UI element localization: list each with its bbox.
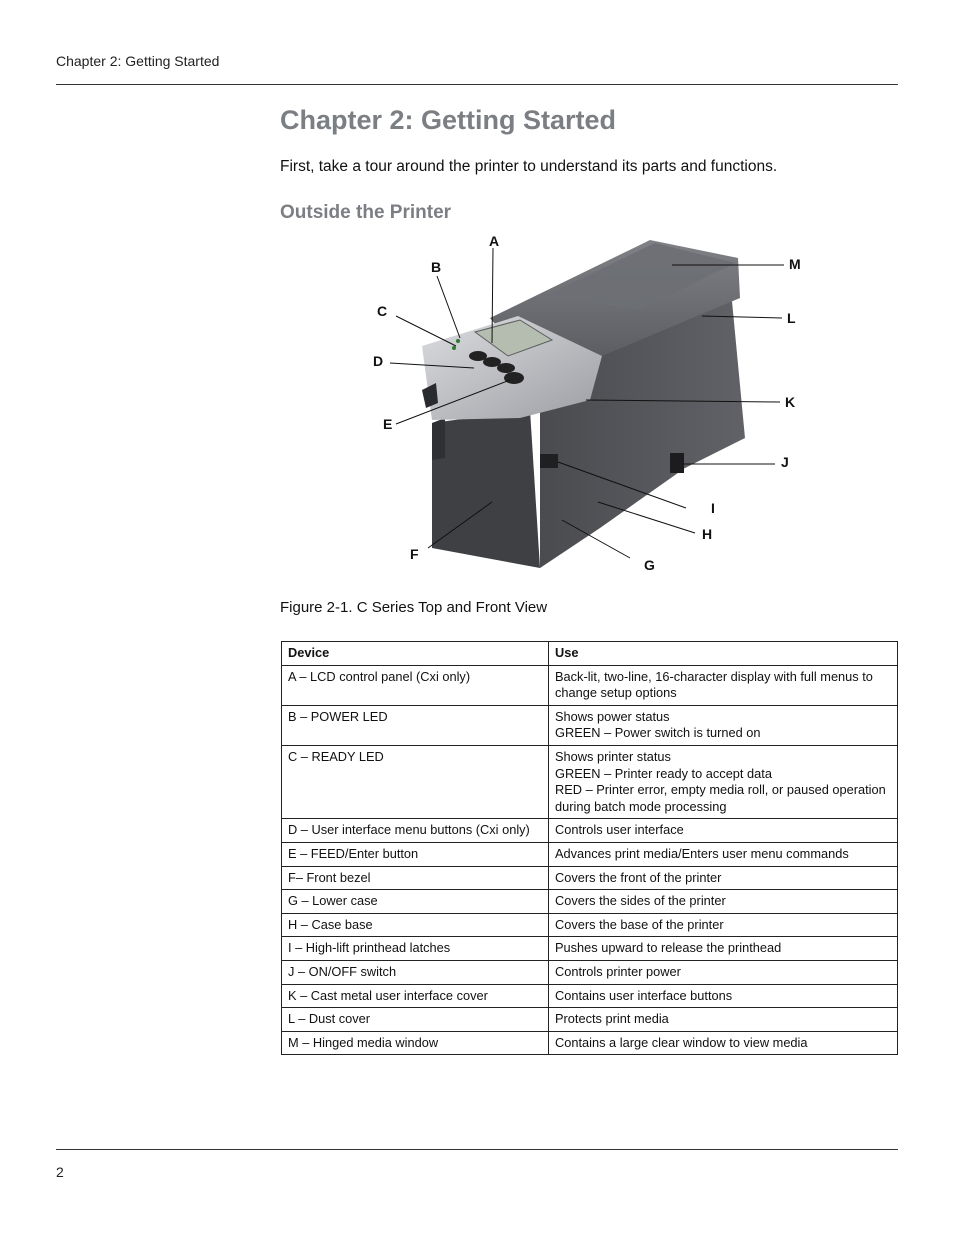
use-line: Controls user interface	[555, 822, 684, 838]
use-cell	[549, 665, 898, 705]
callout-b: B	[431, 259, 442, 275]
column-header-device: Device	[282, 642, 549, 666]
callout-g: G	[644, 557, 655, 573]
device-cell: B – POWER LED	[282, 705, 549, 745]
use-line: Protects print media	[555, 1011, 669, 1027]
use-cell	[549, 866, 898, 890]
device-cell: I – High-lift printhead latches	[282, 937, 549, 961]
table-header-row	[282, 642, 898, 666]
callout-m: M	[789, 256, 801, 272]
device-cell: G – Lower case	[282, 890, 549, 914]
use-line: Shows printer status	[555, 748, 671, 764]
use-cell	[549, 913, 898, 937]
intro-paragraph: First, take a tour around the printer to understand its parts and functions.	[280, 158, 778, 175]
table-row	[282, 1008, 898, 1032]
use-line: GREEN – Printer ready to accept data	[555, 765, 772, 781]
menu-button-icon	[497, 363, 515, 373]
table-row	[282, 866, 898, 890]
device-cell: M – Hinged media window	[282, 1031, 549, 1055]
use-cell	[549, 1008, 898, 1032]
device-table	[281, 641, 898, 1055]
use-cell	[549, 842, 898, 866]
device-cell: J – ON/OFF switch	[282, 960, 549, 984]
callout-i: I	[711, 500, 715, 516]
figure-caption: Figure 2-1. C Series Top and Front View	[280, 599, 548, 616]
use-line: Pushes upward to release the printhead	[555, 940, 782, 956]
printer-illustration	[340, 228, 820, 588]
column-header-use: Use	[549, 642, 898, 666]
device-cell: C – READY LED	[282, 745, 549, 818]
use-line: Back-lit, two-line, 16-character display with full menus to change setup options	[555, 668, 873, 701]
callout-h: H	[702, 526, 713, 542]
use-line: Contains a large clear window to view media	[555, 1034, 808, 1050]
table-body	[282, 665, 898, 1055]
use-line: GREEN – Power switch is turned on	[555, 725, 761, 741]
table-row	[282, 984, 898, 1008]
device-cell: D – User interface menu buttons (Cxi only)	[282, 819, 549, 843]
power-switch-icon	[670, 453, 684, 473]
callout-j: J	[781, 454, 789, 470]
callout-a: A	[489, 233, 500, 249]
device-cell: A – LCD control panel (Cxi only)	[282, 665, 549, 705]
callout-f: F	[410, 546, 419, 562]
table-row	[282, 705, 898, 745]
running-header: Chapter 2: Getting Started	[56, 53, 220, 69]
table-row	[282, 665, 898, 705]
use-line: Covers the front of the printer	[555, 869, 722, 885]
callout-e: E	[383, 416, 393, 432]
power-led-icon	[456, 339, 460, 343]
use-line: RED – Printer error, empty media roll, or paused operation during batch mode processing	[555, 782, 886, 814]
table-row	[282, 819, 898, 843]
table-row	[282, 890, 898, 914]
front-slot	[432, 418, 445, 460]
section-title: Outside the Printer	[280, 202, 452, 223]
callout-k: K	[785, 394, 796, 410]
use-line: Contains user interface buttons	[555, 987, 733, 1003]
use-cell	[549, 890, 898, 914]
printer-figure	[340, 228, 820, 588]
table-row	[282, 745, 898, 818]
callout-l: L	[787, 310, 796, 326]
device-cell: K – Cast metal user interface cover	[282, 984, 549, 1008]
header-rule	[56, 84, 898, 85]
table-row	[282, 960, 898, 984]
callout-d: D	[373, 353, 384, 369]
use-line: Covers the sides of the printer	[555, 893, 726, 909]
device-cell: L – Dust cover	[282, 1008, 549, 1032]
device-cell: H – Case base	[282, 913, 549, 937]
use-cell	[549, 705, 898, 745]
callout-c: C	[377, 303, 388, 319]
use-line: Controls printer power	[555, 963, 681, 979]
feed-button-icon	[504, 372, 524, 384]
use-cell	[549, 745, 898, 818]
table-row	[282, 1031, 898, 1055]
printhead-latch-icon	[540, 454, 558, 468]
use-cell	[549, 937, 898, 961]
page-number: 2	[56, 1164, 64, 1180]
footer-rule	[56, 1149, 898, 1150]
device-cell: E – FEED/Enter button	[282, 842, 549, 866]
use-line: Advances print media/Enters user menu commands	[555, 845, 849, 861]
table-row	[282, 913, 898, 937]
table-row	[282, 842, 898, 866]
use-line: Shows power status	[555, 708, 670, 724]
use-cell	[549, 960, 898, 984]
use-cell	[549, 984, 898, 1008]
use-cell	[549, 1031, 898, 1055]
use-cell	[549, 819, 898, 843]
page-title: Chapter 2: Getting Started	[280, 105, 617, 135]
table-row	[282, 937, 898, 961]
device-cell: F– Front bezel	[282, 866, 549, 890]
ready-led-icon	[452, 346, 456, 350]
front-bezel	[432, 410, 540, 568]
use-line: Covers the base of the printer	[555, 916, 724, 932]
